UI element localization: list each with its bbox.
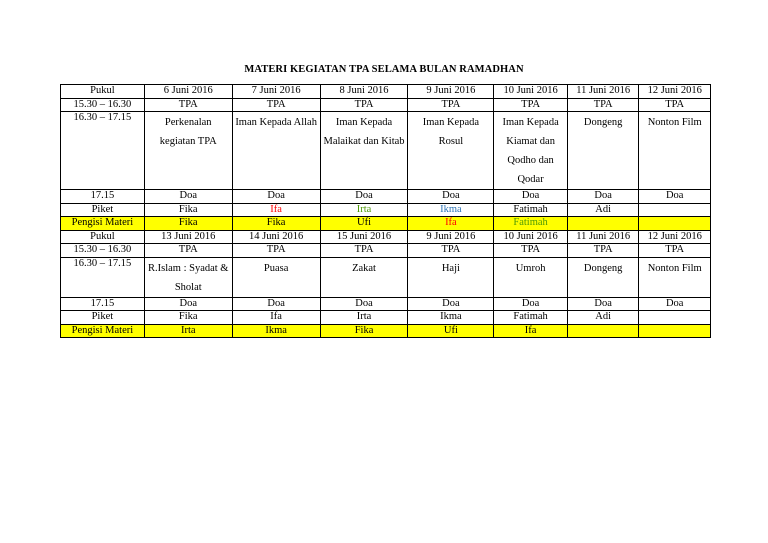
table-cell: Ifa	[408, 217, 494, 231]
table-cell: Ifa	[232, 203, 320, 217]
table-cell	[639, 203, 711, 217]
table-cell: Doa	[494, 297, 568, 311]
table-cell: 6 Juni 2016	[144, 85, 232, 99]
table-cell: Doa	[232, 190, 320, 204]
table-cell: 15 Juni 2016	[320, 230, 408, 244]
table-cell: TPA	[567, 98, 639, 112]
week2-pengisi-row	[61, 324, 711, 338]
table-cell: Ifa	[232, 311, 320, 325]
table-cell: Ikma	[408, 311, 494, 325]
week1-pengisi-row	[61, 217, 711, 231]
table-cell: TPA	[639, 98, 711, 112]
table-cell: Umroh	[494, 257, 568, 297]
table-cell: TPA	[144, 244, 232, 258]
table-cell: Adi	[567, 311, 639, 325]
table-cell	[567, 217, 639, 231]
week2-doa-row	[61, 297, 711, 311]
table-cell: Fatimah	[494, 217, 568, 231]
table-cell: Ufi	[408, 324, 494, 338]
table-cell: Iman Kepada Malaikat dan Kitab	[320, 112, 408, 190]
table-cell	[639, 217, 711, 231]
table-cell: 17.15	[61, 297, 145, 311]
table-cell: 11 Juni 2016	[567, 85, 639, 99]
table-cell: 9 Juni 2016	[408, 230, 494, 244]
table-cell: Doa	[567, 190, 639, 204]
table-cell: Perkenalan kegiatan TPA	[144, 112, 232, 190]
table-cell: Doa	[232, 297, 320, 311]
table-cell: Doa	[144, 297, 232, 311]
table-cell: Fika	[144, 311, 232, 325]
table-cell: 8 Juni 2016	[320, 85, 408, 99]
table-cell: Fika	[144, 217, 232, 231]
week2-tpa-row	[61, 244, 711, 258]
table-cell: Iman Kepada Allah	[232, 112, 320, 190]
table-cell: Fika	[320, 324, 408, 338]
document-title: MATERI KEGIATAN TPA SELAMA BULAN RAMADHAN	[244, 64, 524, 75]
table-cell: Ikma	[232, 324, 320, 338]
table-cell: Piket	[61, 311, 145, 325]
table-cell	[567, 324, 639, 338]
table-cell: Doa	[320, 297, 408, 311]
table-cell: 16.30 – 17.15	[61, 112, 145, 190]
table-cell: Ifa	[494, 324, 568, 338]
table-cell: Doa	[639, 190, 711, 204]
table-cell: Pengisi Materi	[61, 324, 145, 338]
table-cell: 12 Juni 2016	[639, 230, 711, 244]
table-cell: Fika	[144, 203, 232, 217]
table-cell: Adi	[567, 203, 639, 217]
week1-header-row	[61, 85, 711, 99]
table-cell: Pengisi Materi	[61, 217, 145, 231]
table-cell: Doa	[494, 190, 568, 204]
schedule-table	[60, 84, 711, 338]
table-cell: Iman Kepada Rosul	[408, 112, 494, 190]
table-cell: Pukul	[61, 85, 145, 99]
table-cell: TPA	[494, 244, 568, 258]
table-cell: 15.30 – 16.30	[61, 98, 145, 112]
table-cell: TPA	[567, 244, 639, 258]
table-cell: Fika	[232, 217, 320, 231]
table-cell: TPA	[144, 98, 232, 112]
table-cell: TPA	[639, 244, 711, 258]
table-cell: 13 Juni 2016	[144, 230, 232, 244]
table-cell: Irta	[320, 311, 408, 325]
table-cell: Dongeng	[567, 257, 639, 297]
table-cell: Piket	[61, 203, 145, 217]
table-cell: 11 Juni 2016	[567, 230, 639, 244]
table-cell: Dongeng	[567, 112, 639, 190]
table-cell: Haji	[408, 257, 494, 297]
table-cell: TPA	[408, 244, 494, 258]
table-cell: Fatimah	[494, 203, 568, 217]
table-cell: 15.30 – 16.30	[61, 244, 145, 258]
table-cell: Doa	[408, 190, 494, 204]
week1-doa-row	[61, 190, 711, 204]
table-cell: Irta	[144, 324, 232, 338]
table-cell: 7 Juni 2016	[232, 85, 320, 99]
table-cell: R.Islam : Syadat & Sholat	[144, 257, 232, 297]
table-cell: Iman Kepada Kiamat dan Qodho dan Qodar	[494, 112, 568, 190]
table-cell: TPA	[320, 98, 408, 112]
week2-header-row	[61, 230, 711, 244]
table-cell: Zakat	[320, 257, 408, 297]
table-cell: 17.15	[61, 190, 145, 204]
week1-tpa-row	[61, 98, 711, 112]
table-cell: TPA	[232, 98, 320, 112]
table-cell: 12 Juni 2016	[639, 85, 711, 99]
table-cell: Doa	[639, 297, 711, 311]
table-cell: 10 Juni 2016	[494, 85, 568, 99]
week2-piket-row	[61, 311, 711, 325]
table-cell: Nonton Film	[639, 112, 711, 190]
table-cell: 16.30 – 17.15	[61, 257, 145, 297]
table-cell: Doa	[144, 190, 232, 204]
table-cell: TPA	[232, 244, 320, 258]
table-cell: Doa	[567, 297, 639, 311]
week2-materi-row	[61, 257, 711, 297]
table-cell: TPA	[408, 98, 494, 112]
table-cell	[639, 324, 711, 338]
table-cell	[639, 311, 711, 325]
table-cell: Nonton Film	[639, 257, 711, 297]
table-cell: TPA	[494, 98, 568, 112]
table-cell: Doa	[408, 297, 494, 311]
table-cell: 14 Juni 2016	[232, 230, 320, 244]
table-cell: Doa	[320, 190, 408, 204]
week1-materi-row	[61, 112, 711, 190]
table-cell: 9 Juni 2016	[408, 85, 494, 99]
table-cell: Puasa	[232, 257, 320, 297]
table-cell: Ufi	[320, 217, 408, 231]
table-cell: Ikma	[408, 203, 494, 217]
table-cell: Pukul	[61, 230, 145, 244]
table-cell: Irta	[320, 203, 408, 217]
week1-piket-row	[61, 203, 711, 217]
table-cell: 10 Juni 2016	[494, 230, 568, 244]
table-cell: Fatimah	[494, 311, 568, 325]
table-cell: TPA	[320, 244, 408, 258]
